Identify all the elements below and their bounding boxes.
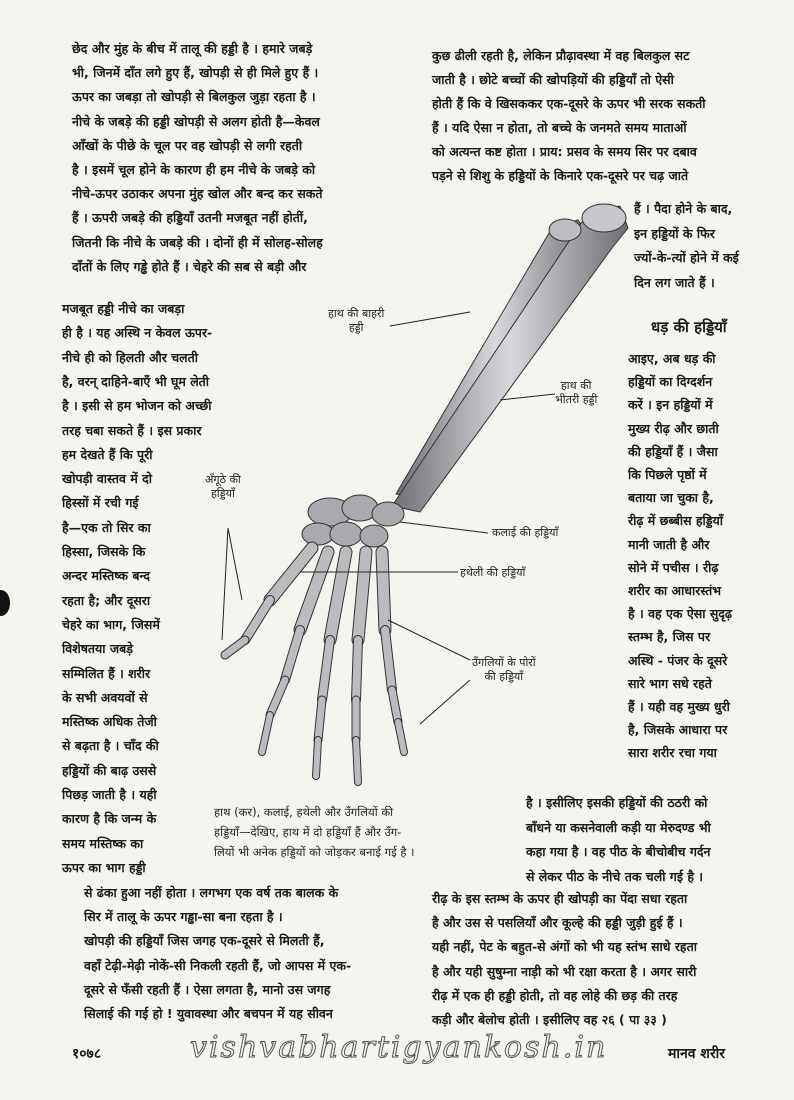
text-line: अस्थि - पंजर के दूसरे xyxy=(628,652,728,668)
text-line: दाँतों के लिए गड्ढे होते हैं । चेहरे की सब से बड़ी और xyxy=(72,258,307,274)
text-line: बाँधने या कसनेवाली कड़ी या मेरुदण्ड भी xyxy=(526,819,711,835)
text-line: खोपड़ी की हड्डियाँ जिस जगह एक-दूसरे से मिलती हैं, xyxy=(84,933,325,949)
text-line: हाथ (कर), कलाई, हथेली और उँगलियों की xyxy=(214,805,394,819)
text-line: है और यही सुषुम्ना नाड़ी को भी रक्षा करता है । अगर सारी xyxy=(432,963,697,979)
text-line: रीढ़ में एक ही हड्डी होती, तो वह लोहे की छड़ की तरह xyxy=(432,987,678,1003)
text-line: नीचे ही को हिलती और चलती xyxy=(62,349,198,365)
text-line: इन हड्डियों के फिर xyxy=(634,225,715,241)
text-line: करें । इन हड्डियों में xyxy=(628,397,713,413)
text-line: होती हैं कि वे खिसककर एक-दूसरे के ऊपर भी सरक सकती xyxy=(432,96,706,111)
text-line: तरह चबा सकते हैं । इस प्रकार xyxy=(62,422,202,438)
text-line: की हड्डियाँ हैं । जैसा xyxy=(628,443,718,459)
text-line: ऊपर का भाग हड्डी xyxy=(62,859,146,875)
text-line: कि पिछले पृष्ठों में xyxy=(628,467,707,482)
watermark: vishvabhartigyankosh.in xyxy=(190,1030,608,1065)
text-line: है, वरन् दाहिने-बाएँ भी घूम लेती xyxy=(62,373,210,389)
text-line: रीढ़ के इस स्तम्भ के ऊपर ही खोपड़ी का पेंदा सधा रहता xyxy=(432,891,688,906)
text-line: के सभी अवयवों से xyxy=(62,689,148,705)
text-line: छेद और मुंह के बीच में तालू की हड्डी है । हमारे जबड़े xyxy=(72,41,313,56)
hand-bones xyxy=(225,548,404,782)
text-line: हड्डियों की बाढ़ उससे xyxy=(62,762,157,778)
text-line: हैं । ऊपरी जबड़े की हड्डियाँ उतनी मजबूत नहीं होतीं, xyxy=(72,210,308,226)
label-palm: हथेली की हड्डियाँ xyxy=(460,566,526,579)
page-number: १०७८ xyxy=(72,1046,102,1062)
text-line: सारे भाग सधे रहते xyxy=(628,675,712,691)
text-line: सिर में तालू के ऊपर गड्ढा-सा बना रहता है । xyxy=(84,909,283,925)
carpal-bones xyxy=(302,495,404,547)
text-line: से बढ़ता है । चाँद की xyxy=(62,738,159,754)
section-heading: धड़ की हड्डियाँ xyxy=(651,318,727,336)
text-line: नीचे के जबड़े की हड्डी खोपड़ी से अलग होती है—केवल xyxy=(72,113,320,129)
text-line: हिस्सा, जिसके कि xyxy=(62,544,146,559)
text-line: मस्तिष्क अधिक तेजी xyxy=(62,714,157,730)
text-line: मानी जाती है और xyxy=(628,536,710,552)
text-line: है । इसी से हम भोजन को अच्छी xyxy=(62,398,212,414)
text-line: कहा गया है । वह पीठ के बीचोबीच गर्दन xyxy=(526,844,711,859)
text-line: यही नहीं, पेट के बहुत-से अंगों को भी यह स्तंभ साधे रहता xyxy=(432,939,697,955)
text-line: मजबूत हड्डी नीचे का जबड़ा xyxy=(62,301,185,316)
text-line: जाती है । छोटे बच्चों की खोपड़ियों की हड्डियाँ तो ऐसी xyxy=(432,72,674,87)
text-line: भी, जिनमें दाँत लगे हुए हैं, खोपड़ी से ही मिले हुए हैं । xyxy=(72,65,319,81)
text-line: बताया जा चुका है, xyxy=(628,490,714,506)
text-line: आँखों के पीछे के चूल पर वह खोपड़ी से लगी रहती xyxy=(72,137,303,153)
text-line: कारण है कि जन्म के xyxy=(62,811,157,827)
text-line: सोने में पचीस । रीढ़ xyxy=(628,559,719,575)
text-line: ज्यों-के-त्यों होने में कई xyxy=(634,250,739,265)
text-line: हैं । पैदा होने के बाद, xyxy=(634,201,733,216)
text-line: पड़ने से शिशु के हड्डियों के किनारे एक-दूसरे पर चढ़ जाते xyxy=(432,168,689,183)
text-line: नीचे-ऊपर उठाकर अपना मुंह खोल और बन्द कर सकते xyxy=(72,186,323,202)
text-line: खोपड़ी वास्तव में दो xyxy=(62,471,153,487)
text-line: ही है । यह अस्थि न केवल ऊपर- xyxy=(62,325,213,341)
text-line: है—एक तो सिर का xyxy=(62,519,151,535)
label-fingers: उँगलियों के पोरों की हड्डियाँ xyxy=(472,656,536,683)
text-line: से लेकर पीठ के नीचे तक चली गई है । xyxy=(526,868,704,884)
label-outer-bone: हाथ की बाहरी हड्डी xyxy=(328,307,385,334)
text-line: सम्मिलित हैं । शरीर xyxy=(62,665,151,681)
text-line: कुछ ढीली रहती है, लेकिन प्रौढ़ावस्था में वह बिलकुल सट xyxy=(432,48,690,63)
text-line: वहाँ टेढ़ी-मेढ़ी नोकें-सी निकली रहती हैं, जो आपस में एक- xyxy=(84,957,352,973)
text-line: है, जिसके आधारा पर xyxy=(628,722,728,738)
text-line: अन्दर मस्तिष्क बन्द xyxy=(62,568,150,584)
text-line: स्तम्भ है, जिस पर xyxy=(628,629,711,645)
text-line: ऊपर का जबड़ा तो खोपड़ी से बिलकुल जुड़ा रहता है । xyxy=(72,89,316,105)
text-line: है । इसीलिए इसकी हड्डियों की ठठरी को xyxy=(526,795,708,810)
text-line: दूसरे से फँसी रहती हैं । ऐसा लगता है, मानो उस जगह xyxy=(84,981,331,997)
text-line: विशेषतया जबड़े xyxy=(62,641,133,657)
text-line: लियों भी अनेक हड्डियों को जोड़कर बनाई गई है । xyxy=(214,845,415,859)
text-line: मुख्य रीढ़ और छाती xyxy=(628,420,719,436)
text-line: आइए, अब धड़ की xyxy=(628,351,716,366)
text-line: सिलाई की गई हो ! युवावस्था और बचपन में यह सीवन xyxy=(84,1006,333,1021)
text-line: रीढ़ में छब्बीस हड्डियाँ xyxy=(628,513,724,529)
text-line: समय मस्तिष्क का xyxy=(62,835,144,851)
text-line: जितनी कि नीचे के जबड़े की । दोनों ही में सोलह-सोलह xyxy=(72,234,323,250)
text-line: सारा शरीर रचा गया xyxy=(628,745,717,761)
text-line: पिछड़ जाती है । यही xyxy=(62,787,157,802)
text-line: हिस्सों में रची गई xyxy=(62,495,139,511)
text-line: है और उस से पसलियाँ और कूल्हे की हड्डी जुड़ी हुई हैं । xyxy=(432,915,683,931)
text-line: शरीर का आधारस्तंभ xyxy=(628,583,722,598)
label-inner-bone: हाथ की भीतरी हड्डी xyxy=(555,379,598,406)
text-line: है । इसमें चूल होने के कारण ही हम नीचे के जबड़े को xyxy=(72,162,316,177)
text-line: कड़ी और बेलोच होती । इसीलिए वह २६ ( पा ३३ ) xyxy=(432,1012,667,1027)
text-line: हैं । यही वह मुख्य धुरी xyxy=(628,699,730,714)
running-title: मानव शरीर xyxy=(668,1046,726,1062)
text-line: चेहरे का भाग, जिसमें xyxy=(62,616,160,632)
label-thumb: अँगूठे की हड्डियाँ xyxy=(205,473,241,500)
text-line: हैं । यदि ऐसा न होता, तो बच्चे के जनमते समय माताओं xyxy=(432,120,687,135)
text-line: हड्डियाँ—देखिए, हाथ में दो हड्डियाँ हैं और उँग- xyxy=(214,825,402,839)
label-wrist: कलाई की हड्डियाँ xyxy=(492,526,559,539)
inner-forearm-bone xyxy=(392,206,628,512)
text-line: दिन लग जाते हैं । xyxy=(634,274,715,290)
text-line: है । वह एक ऐसा सुदृढ़ xyxy=(628,606,732,622)
text-line: रहता है; और दूसरा xyxy=(62,592,151,608)
text-line: हम देखते हैं कि पूरी xyxy=(62,446,153,462)
text-line: को अत्यन्त कष्ट होता । प्राय: प्रसव के समय सिर पर दबाव xyxy=(432,144,697,159)
text-line: से ढंका हुआ नहीं होता । लगभग एक वर्ष तक बालक के xyxy=(84,885,339,900)
text-line: हड्डियों का दिग्दर्शन xyxy=(628,374,713,390)
